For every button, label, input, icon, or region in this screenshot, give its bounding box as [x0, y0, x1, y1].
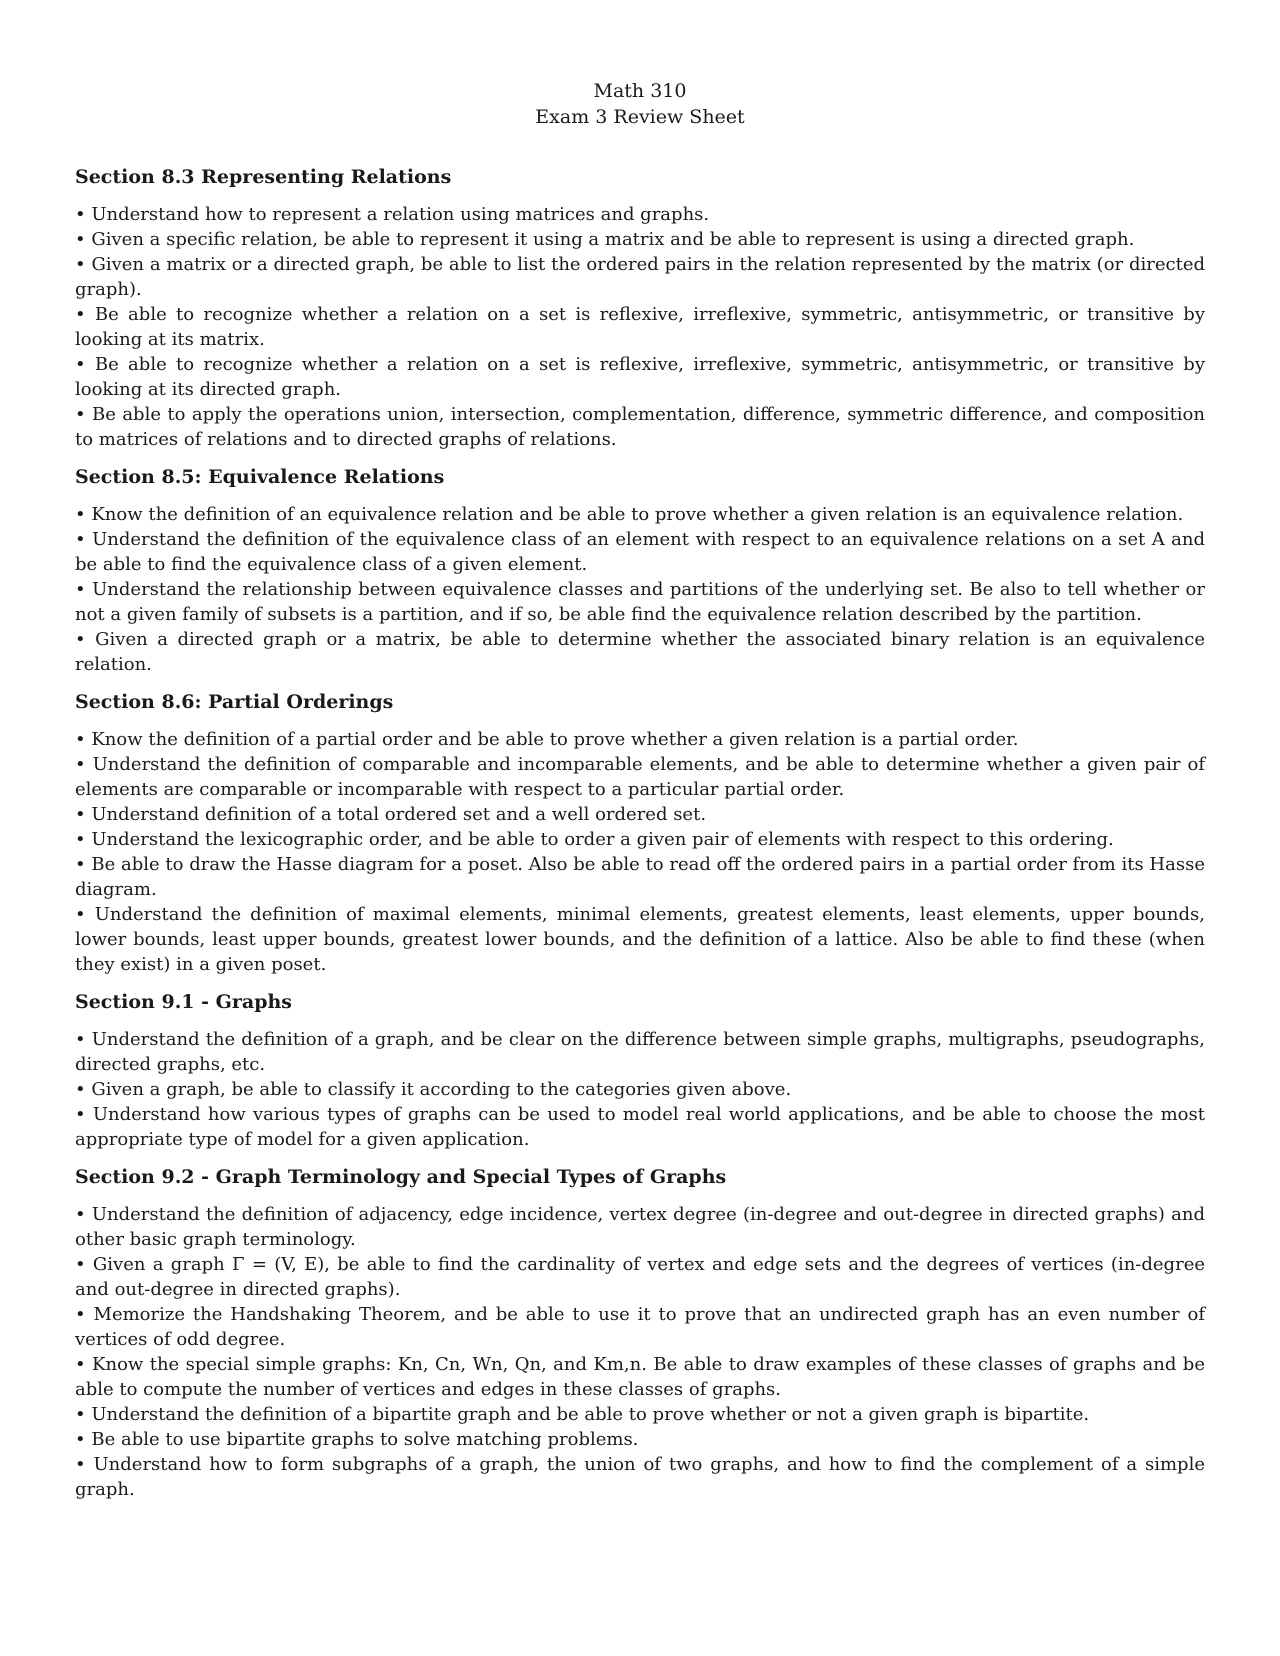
- bullet-icon: •: [75, 1254, 86, 1275]
- bullet-list: [75, 502, 1205, 677]
- section-heading: Section 9.2 - Graph Terminology and Special Types of Graphs: [75, 1166, 727, 1188]
- list-item: [75, 1202, 1205, 1252]
- bullet-icon: •: [75, 1304, 86, 1325]
- list-item: [75, 352, 1205, 402]
- section-heading: Section 8.6: Partial Orderings: [75, 691, 394, 713]
- list-item: [75, 527, 1205, 577]
- list-item: [75, 202, 1205, 227]
- review-sheet-page: [75, 78, 1205, 1514]
- list-item-text: Understand the definition of a bipartite graph and be able to prove whether or not a given graph is bipartite.: [91, 1404, 1090, 1425]
- bullet-icon: •: [75, 1079, 86, 1100]
- bullet-list: [75, 727, 1205, 977]
- section-heading: Section 8.5: Equivalence Relations: [75, 466, 445, 488]
- list-item: [75, 1102, 1205, 1152]
- list-item-text: Understand the definition of a graph, and be clear on the difference between simple graphs, multigraphs, pseudographs, directed graphs, etc.: [75, 1029, 1205, 1075]
- bullet-icon: •: [75, 1429, 86, 1450]
- bullet-icon: •: [75, 1354, 86, 1375]
- bullet-icon: •: [75, 1204, 86, 1225]
- list-item-text: Know the special simple graphs: Kn, Cn, Wn, Qn, and Km,n. Be able to draw examples of these classes of graphs and be able to compute the number of vertices and edges in these classes of graphs.: [75, 1354, 1205, 1400]
- list-item-text: Understand how various types of graphs can be used to model real world applications, and be able to choose the most appropriate type of model for a given application.: [75, 1104, 1205, 1150]
- bullet-icon: •: [75, 904, 86, 925]
- bullet-icon: •: [75, 854, 86, 875]
- list-item-text: Given a graph Γ = (V, E), be able to find the cardinality of vertex and edge sets and the degrees of vertices (in-degree and out-degree in directed graphs).: [75, 1254, 1205, 1300]
- list-item-text: Be able to recognize whether a relation on a set is reflexive, irreflexive, symmetric, antisymmetric, or transitive by looking at its directed graph.: [75, 354, 1205, 400]
- review-section: [75, 989, 1205, 1152]
- list-item: [75, 752, 1205, 802]
- bullet-list: [75, 1202, 1205, 1502]
- list-item-text: Be able to recognize whether a relation on a set is reflexive, irreflexive, symmetric, antisymmetric, or transitive by looking at its matrix.: [75, 304, 1205, 350]
- bullet-list: [75, 202, 1205, 452]
- list-item-text: Given a directed graph or a matrix, be able to determine whether the associated binary relation is an equivalence relation.: [75, 629, 1205, 675]
- list-item-text: Understand the definition of maximal elements, minimal elements, greatest elements, least elements, upper bounds, lower bounds, least upper bounds, greatest lower bounds, and the definition of a lattice. Also be able to find these (when they exist) in a given poset.: [75, 904, 1205, 975]
- bullet-icon: •: [75, 229, 86, 250]
- list-item: [75, 852, 1205, 902]
- list-item: [75, 402, 1205, 452]
- bullet-icon: •: [75, 629, 86, 650]
- bullet-icon: •: [75, 729, 86, 750]
- list-item-text: Know the definition of a partial order and be able to prove whether a given relation is a partial order.: [91, 729, 1019, 750]
- bullet-icon: •: [75, 579, 86, 600]
- section-heading: Section 8.3 Representing Relations: [75, 166, 452, 188]
- section-heading: Section 9.1 - Graphs: [75, 991, 292, 1013]
- list-item: [75, 1352, 1205, 1402]
- list-item: [75, 502, 1205, 527]
- list-item-text: Memorize the Handshaking Theorem, and be able to use it to prove that an undirected graph has an even number of vertices of odd degree.: [75, 1304, 1205, 1350]
- bullet-icon: •: [75, 354, 86, 375]
- list-item: [75, 1252, 1205, 1302]
- list-item: [75, 827, 1205, 852]
- list-item: [75, 1452, 1205, 1502]
- bullet-icon: •: [75, 404, 86, 425]
- list-item: [75, 727, 1205, 752]
- list-item: [75, 302, 1205, 352]
- list-item: [75, 252, 1205, 302]
- bullet-icon: •: [75, 204, 86, 225]
- list-item-text: Understand the definition of adjacency, edge incidence, vertex degree (in-degree and out-degree in directed graphs) and other basic graph terminology.: [75, 1204, 1205, 1250]
- list-item: [75, 577, 1205, 627]
- list-item-text: Understand the definition of comparable and incomparable elements, and be able to determine whether a given pair of elements are comparable or incomparable with respect to a particular partial order.: [75, 754, 1205, 800]
- review-section: [75, 689, 1205, 977]
- sections-container: [75, 164, 1205, 1502]
- review-section: [75, 464, 1205, 677]
- bullet-icon: •: [75, 254, 86, 275]
- list-item: [75, 802, 1205, 827]
- list-item-text: Understand how to represent a relation using matrices and graphs.: [91, 204, 710, 225]
- list-item-text: Given a graph, be able to classify it according to the categories given above.: [91, 1079, 792, 1100]
- bullet-icon: •: [75, 529, 86, 550]
- bullet-icon: •: [75, 1404, 86, 1425]
- bullet-icon: •: [75, 754, 86, 775]
- bullet-icon: •: [75, 829, 86, 850]
- list-item: [75, 1027, 1205, 1077]
- list-item: [75, 627, 1205, 677]
- list-item: [75, 902, 1205, 977]
- bullet-icon: •: [75, 804, 86, 825]
- bullet-icon: •: [75, 504, 86, 525]
- bullet-icon: •: [75, 304, 86, 325]
- list-item-text: Given a matrix or a directed graph, be able to list the ordered pairs in the relation represented by the matrix (or directed graph).: [75, 254, 1205, 300]
- title-block: [75, 78, 1205, 130]
- list-item-text: Given a specific relation, be able to represent it using a matrix and be able to represent is using a directed graph.: [91, 229, 1135, 250]
- review-section: [75, 164, 1205, 452]
- course-title: Math 310: [593, 80, 687, 102]
- list-item-text: Understand definition of a total ordered set and a well ordered set.: [91, 804, 707, 825]
- document-subtitle: Exam 3 Review Sheet: [535, 106, 745, 128]
- list-item: [75, 1402, 1205, 1427]
- list-item-text: Be able to draw the Hasse diagram for a poset. Also be able to read off the ordered pairs in a partial order from its Hasse diagram.: [75, 854, 1205, 900]
- list-item-text: Be able to apply the operations union, intersection, complementation, difference, symmetric difference, and composition to matrices of relations and to directed graphs of relations.: [75, 404, 1205, 450]
- list-item: [75, 1427, 1205, 1452]
- list-item-text: Understand the definition of the equivalence class of an element with respect to an equivalence relations on a set A and be able to find the equivalence class of a given element.: [75, 529, 1205, 575]
- list-item: [75, 227, 1205, 252]
- bullet-icon: •: [75, 1029, 86, 1050]
- list-item-text: Understand how to form subgraphs of a graph, the union of two graphs, and how to find the complement of a simple graph.: [75, 1454, 1205, 1500]
- list-item-text: Know the definition of an equivalence relation and be able to prove whether a given relation is an equivalence relation.: [91, 504, 1184, 525]
- review-section: [75, 1164, 1205, 1502]
- bullet-icon: •: [75, 1104, 86, 1125]
- list-item-text: Understand the lexicographic order, and be able to order a given pair of elements with respect to this ordering.: [91, 829, 1114, 850]
- list-item: [75, 1302, 1205, 1352]
- list-item-text: Be able to use bipartite graphs to solve matching problems.: [91, 1429, 639, 1450]
- bullet-icon: •: [75, 1454, 86, 1475]
- list-item-text: Understand the relationship between equivalence classes and partitions of the underlying set. Be also to tell whether or not a given family of subsets is a partition, and if so, be able find the equivalence relation described by the partition.: [75, 579, 1205, 625]
- list-item: [75, 1077, 1205, 1102]
- bullet-list: [75, 1027, 1205, 1152]
